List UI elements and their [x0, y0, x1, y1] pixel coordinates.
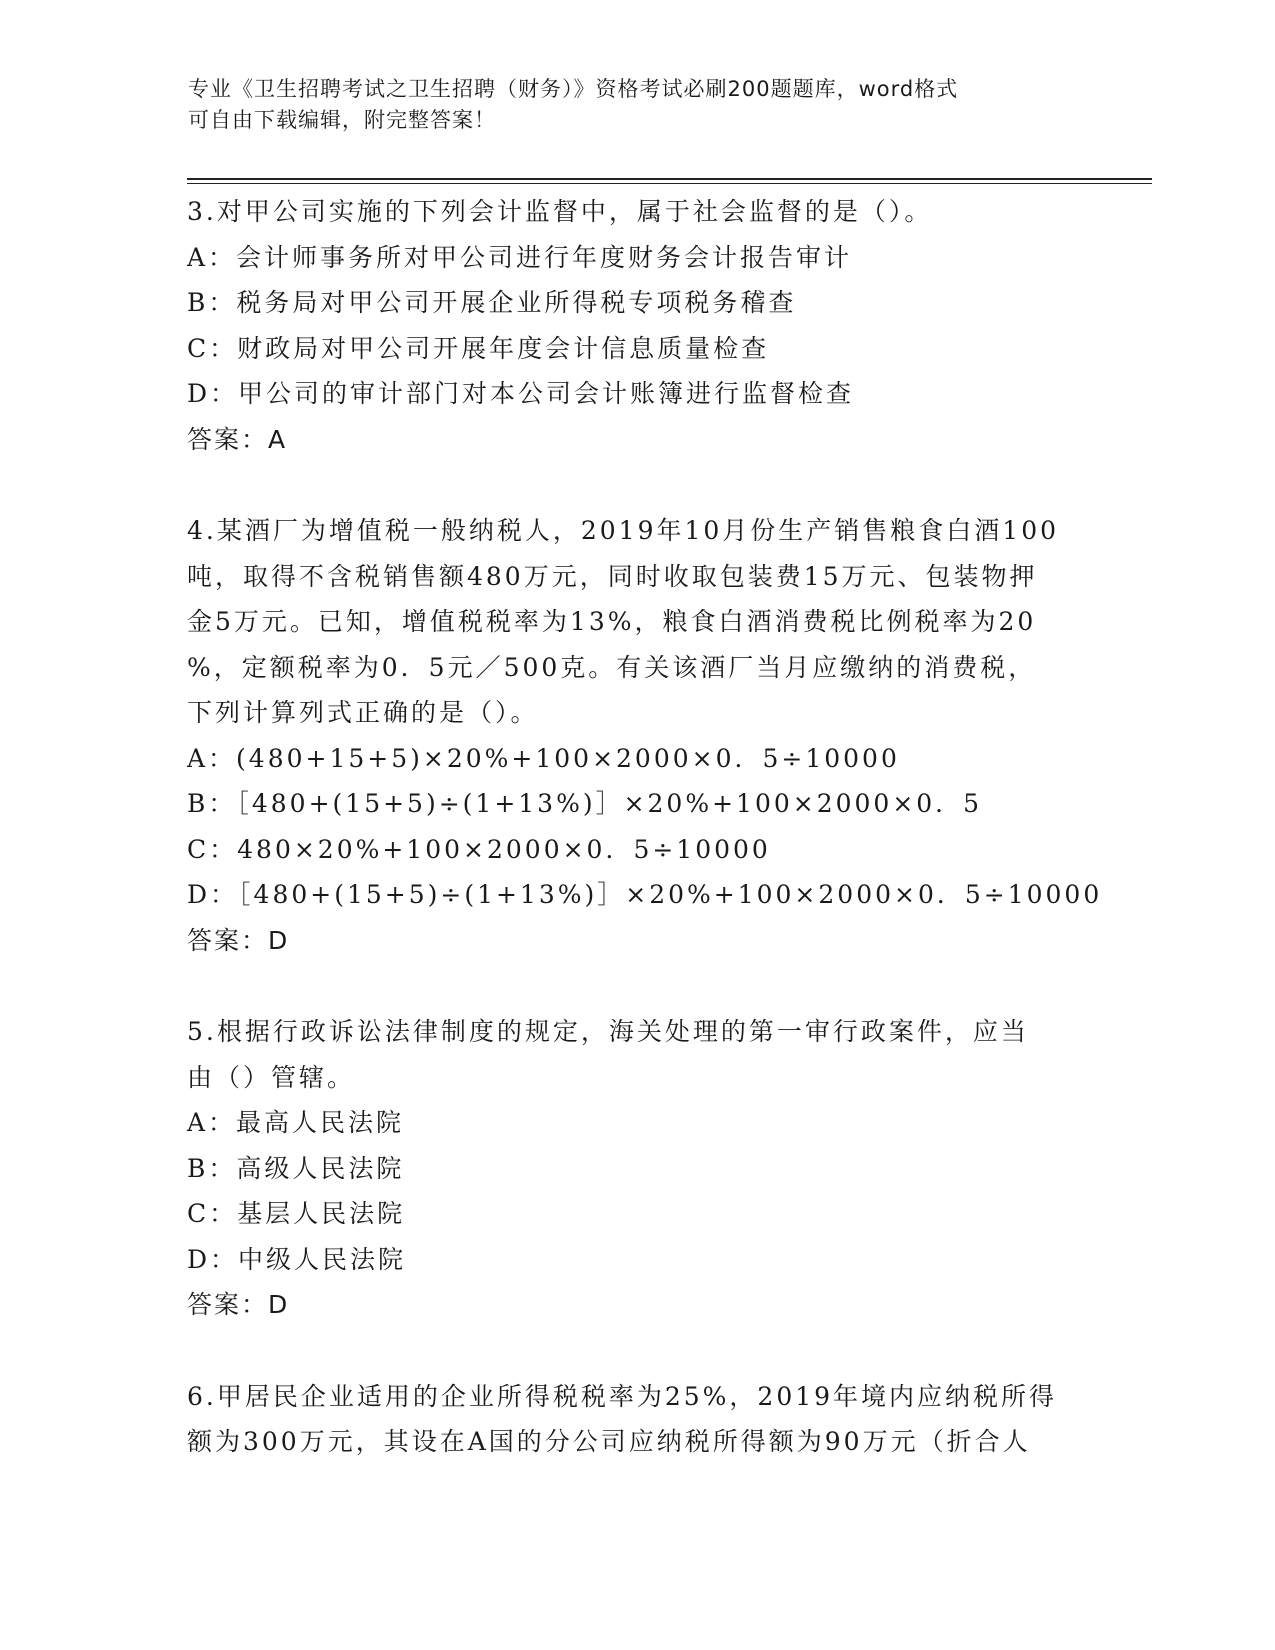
option-b: B：税务局对甲公司开展企业所得税专项税务稽查 [187, 288, 797, 317]
header-line-2: 可自由下载编辑，附完整答案！ [188, 108, 496, 132]
option-b: B：高级人民法院 [187, 1153, 405, 1183]
option-c: C：基层人民法院 [187, 1199, 406, 1228]
question-spacer [187, 1328, 1087, 1374]
question-stem-line: 下列计算列式正确的是（）。 [187, 698, 539, 727]
question-stem-line: 3.对甲公司实施的下列会计监督中，属于社会监督的是（）。 [187, 197, 933, 226]
answer-line: 答案：A [187, 424, 288, 454]
question-4 [187, 508, 1103, 963]
option-b: B：［480+(15+5)÷(1+13%)］×20%+100×2000×0．5 [187, 789, 983, 818]
option-d: D：［480+(15+5)÷(1+13%)］×20%+100×2000×0．5÷10000 [187, 880, 1103, 909]
header-rule-thick [187, 178, 1152, 180]
question-stem-line: 5.根据行政诉讼法律制度的规定，海关处理的第一审行政案件，应当 [187, 1017, 1029, 1046]
option-a: A：(480+15+5)×20%+100×2000×0．5÷10000 [187, 743, 900, 773]
option-a: A：会计师事务所对甲公司进行年度财务会计报告审计 [187, 242, 853, 272]
question-list [187, 189, 1103, 1465]
question-spacer [187, 462, 1087, 508]
question-stem-line: 吨，取得不含税销售额480万元，同时收取包装费15万元、包装物押 [187, 561, 1038, 591]
option-c: C：财政局对甲公司开展年度会计信息质量检查 [187, 333, 770, 363]
header-line-1: 专业《卫生招聘考试之卫生招聘（财务）》资格考试必刷200题题库，word格式 [188, 77, 959, 101]
question-stem-line: %，定额税率为0．5元／500克。有关该酒厂当月应缴纳的消费税， [187, 652, 1037, 682]
answer-line: 答案：D [187, 925, 290, 955]
question-3 [187, 189, 1087, 462]
question-stem-line: 4.某酒厂为增值税一般纳税人，2019年10月份生产销售粮食白酒100 [187, 516, 1060, 545]
question-5 [187, 1009, 1087, 1328]
question-spacer [187, 963, 1087, 1009]
option-a: A：最高人民法院 [187, 1108, 405, 1137]
option-c: C：480×20%+100×2000×0．5÷10000 [187, 834, 771, 864]
header-rule-thin [187, 183, 1152, 184]
option-d: D：甲公司的审计部门对本公司会计账簿进行监督检查 [187, 379, 855, 408]
question-stem-line: 金5万元。已知，增值税税率为13%，粮食白酒消费税比例税率为20 [187, 607, 1037, 636]
question-6 [187, 1374, 1087, 1465]
question-stem-line: 由（）管辖。 [187, 1062, 356, 1092]
question-stem-line: 额为300万元，其设在A国的分公司应纳税所得额为90万元（折合人 [187, 1427, 1031, 1456]
option-d: D：中级人民法院 [187, 1244, 407, 1274]
question-stem-line: 6.甲居民企业适用的企业所得税税率为25%，2019年境内应纳税所得 [187, 1381, 1058, 1411]
document-header [188, 74, 1058, 136]
answer-line: 答案：D [187, 1290, 290, 1319]
